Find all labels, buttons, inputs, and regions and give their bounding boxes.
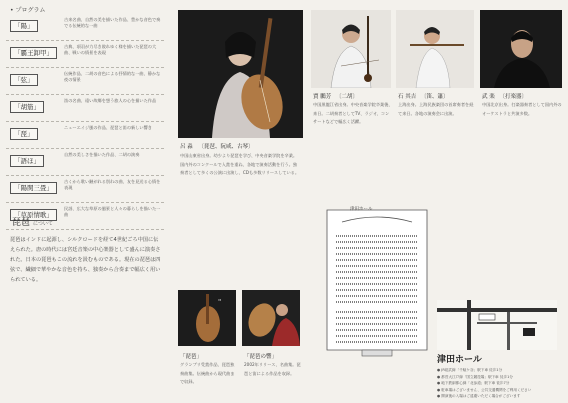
flute-player-illustration: [396, 10, 474, 88]
program-item: [6, 176, 164, 203]
cd-desc: グランプリ受賞作品、琵琶独奏曲集。伝統曲から現代曲まで収録。: [180, 362, 235, 384]
program-item-title: 「草原情歌」: [10, 209, 57, 221]
performer-bio: 中国北京出身。打楽器奏者として国内外のオーケストラと共演多数。: [482, 102, 562, 116]
program-item-desc: 笛の名曲、遠い故郷を想う旅人の心を描いた作品: [64, 98, 157, 103]
program-item-desc: ニューエイジ風の作品、琵琶と笛の新しい響き: [64, 125, 152, 130]
program-item-title: 「弦」: [10, 74, 38, 86]
about-title-text: 琵琶: [12, 218, 31, 228]
erhu-player-illustration: [311, 10, 391, 88]
program-item: [6, 95, 164, 122]
program-item-desc: 古典、項羽が力尽き敗れゆく様を描いた琵琶の大曲、戦いの情景を表現: [64, 44, 157, 55]
performer-name: [313, 92, 358, 100]
about-text: 琵琶はインドに起源し、シルクロードを経て4世紀ごろ中国に伝えられた。唐の時代には宮廷音楽の中心楽器として盛んに演奏された。日本の琵琶もこの流れを汲むものである。現在の琵琶は四弦で、繊細で華やかな音色を持ち、独奏から合奏まで幅広く用いられている。: [10, 237, 161, 283]
program-item-desc: 古くから歌い継がれる別れの曲、友を見送る心情を表現: [64, 179, 161, 190]
access-map: [437, 300, 557, 350]
hall-seating-chart: [322, 200, 432, 365]
access-notes: ● JR総武線「千駄ケ谷」駅下車 徒歩1分 ● 都営大江戸線「国立競技場」駅下車 徒歩1分 ● 地下鉄副都心線「北参道」駅下車 徒歩7分 ● 駐車場はございません、公共交通機関をご利用ください ● 開演後の入場はご遠慮いただく場合がございます: [437, 368, 532, 398]
performer-role: 〔打楽器〕: [499, 94, 528, 100]
program-item: [6, 41, 164, 68]
program-item-desc: 古来名曲、自然の美を描いた作品、豊かな音色で奏でる伝統的な一曲: [64, 17, 161, 28]
percussionist-illustration: [480, 10, 562, 88]
performer-role: 〔笛、簫〕: [421, 94, 449, 100]
program-item: [6, 14, 164, 41]
performer-role: 〔二胡〕: [336, 94, 359, 100]
program-item-title: 「語ほ」: [10, 155, 44, 167]
performer-name: [398, 92, 449, 100]
program-item-title: 「胡笳」: [10, 101, 44, 113]
about-title: [12, 215, 53, 228]
cd-title: 「琵琶」: [180, 354, 203, 360]
cd-cover-1-decoration: ": [218, 298, 222, 306]
flute-player-photo: [396, 10, 474, 88]
program-item: [6, 122, 164, 149]
cd-cover-2-illustration: [242, 290, 300, 346]
performer-bio: 中国黒龍江省出身。中央音楽学院卒業後、来日。二胡奏者としてTV、ラジオ、コンサートなどで幅広く活躍。: [313, 102, 393, 124]
performer-name-text: 石 其吉: [398, 94, 417, 100]
program-item-title: 「陽関三畳」: [10, 182, 57, 194]
program-item-title: 「琵」: [10, 128, 38, 140]
performer-bio: 中国山東省出身。幼少より琵琶を学び、中央音楽学院を卒業。国内外のコンクールで入賞を重ね、各地で演奏活動を行う。独奏者として多くの公演に出演し、CDも多数リリースしている。: [180, 153, 300, 175]
percussionist-photo: [480, 10, 562, 88]
performer-name-text: 武 楽: [482, 94, 495, 100]
pipa-player-photo: [178, 10, 303, 138]
performer-role: 〔琵琶、阮咸、古琴〕: [198, 144, 254, 150]
performer-bio: 上海出身。上海民族楽団の首席奏者を経て来日。各地の演奏会に出演。: [398, 102, 474, 116]
program-item: [6, 68, 164, 95]
program-item-desc: 伝統作品、二胡の音色による抒情的な一曲、静かな夜の情景: [64, 71, 161, 82]
performer-name-text: 呂 淼: [180, 144, 193, 150]
cd-title: 「琵琶の響」: [244, 354, 278, 360]
about-subtitle: について: [33, 221, 53, 227]
program-list: [6, 14, 164, 230]
cd-cover-2: [242, 290, 300, 346]
cd-cover-1: [178, 290, 236, 346]
cd-desc: 2002年リリース、名曲集。琵琶と笛による作品を収録。: [244, 362, 301, 376]
cd-cover-1-illustration: [178, 290, 236, 346]
program-item-title: 「陽」: [10, 20, 38, 32]
program-item: [6, 149, 164, 176]
erhu-player-photo: [311, 10, 391, 88]
map-venue-label: 津田ホール: [437, 355, 482, 365]
program-item-title: 「覇王卸甲」: [10, 47, 57, 59]
program-item-desc: 民謡、広大な草原の風景と人々の暮らしを描いた一曲: [64, 206, 161, 217]
performer-name: [180, 142, 254, 150]
performer-name-text: 賈 鵬芳: [313, 94, 332, 100]
program-heading: • プログラム: [10, 7, 46, 14]
program-item-desc: 自然の美しさを描いた作品、二胡の演奏: [64, 152, 140, 157]
hall-title: 津田ホール: [350, 207, 373, 212]
pipa-player-illustration: [178, 10, 303, 138]
performer-name: [482, 92, 527, 100]
